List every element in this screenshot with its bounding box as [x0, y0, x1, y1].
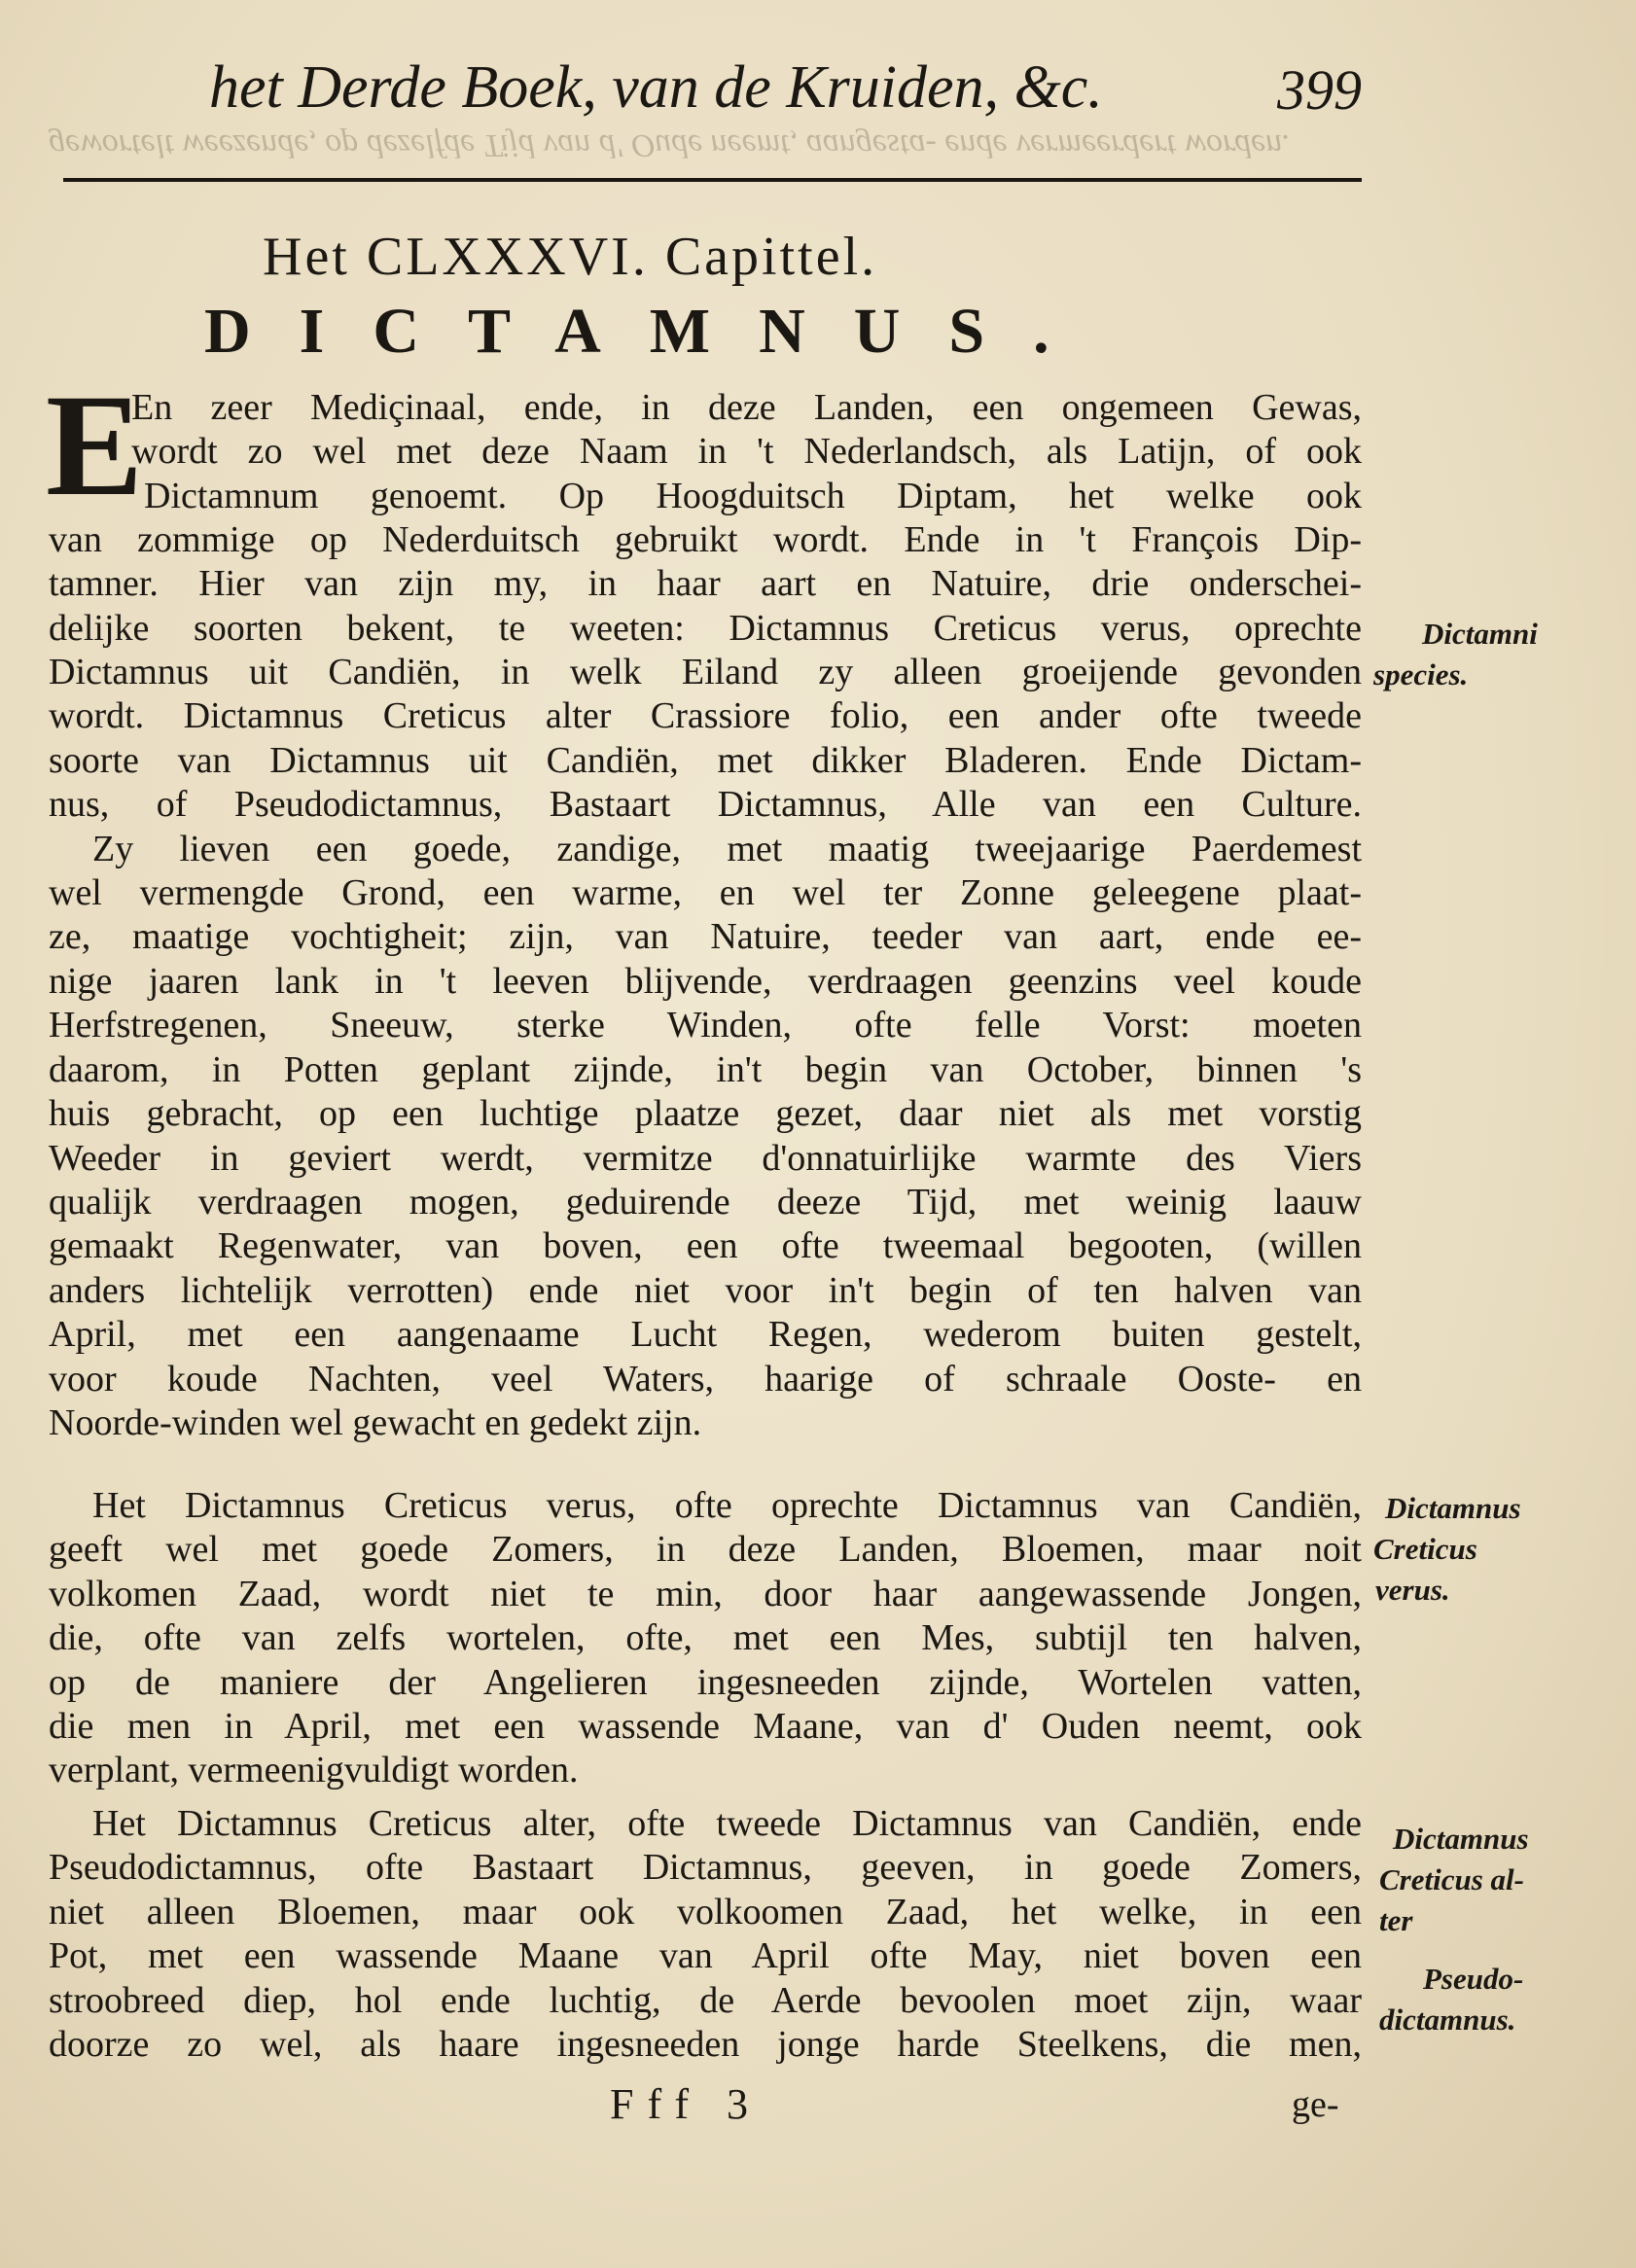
text-line: Het Dictamnus Creticus verus, ofte oprechte Dictamnus van Candiën, [92, 1485, 1362, 1526]
margin-note: ter [1379, 1903, 1413, 1937]
text-line: qualijk verdraagen mogen, geduirende deeze Tijd, met weinig laauw [49, 1182, 1362, 1223]
catchword: ge- [1292, 2084, 1339, 2125]
text-line: Zy lieven een goede, zandige, met maatig tweejaarige Paerdemest [92, 829, 1362, 869]
text-line: voor koude Nachten, veel Waters, haarige of schraale Ooste- en [49, 1359, 1362, 1400]
header-rule [63, 178, 1362, 182]
text-line: op de maniere der Angelieren ingesneeden zijnde, Wortelen vatten, [49, 1662, 1362, 1703]
margin-note: Creticus [1373, 1532, 1477, 1566]
text-line: doorze zo wel, als haare ingesneeden jonge harde Steelkens, die men, [49, 2024, 1362, 2065]
margin-note: Dictamnus [1385, 1491, 1521, 1525]
running-header [209, 53, 1362, 122]
text-line: nige jaaren lank in 't leeven blijvende, verdraagen geenzins veel koude [49, 961, 1362, 1002]
text-line: gemaakt Regenwater, van boven, een ofte tweemaal begooten, (willen [49, 1225, 1362, 1266]
drop-cap: E [46, 365, 144, 526]
page-number: 399 [1277, 58, 1362, 122]
text-line: Pot, met een wassende Maane van April ofte May, niet boven een [49, 1935, 1362, 1976]
margin-note: dictamnus. [1379, 2002, 1516, 2037]
text-line: Het Dictamnus Creticus alter, ofte tweede Dictamnus van Candiën, ende [92, 1803, 1362, 1844]
text-line: April, met een aangenaame Lucht Regen, wederom buiten gestelt, [49, 1314, 1362, 1355]
text-line: van zommige op Nederduitsch gebruikt wordt. Ende in 't François Dip- [49, 519, 1362, 560]
running-title: het Derde Boek, van de Kruiden, &c. [209, 54, 1103, 121]
margin-note: Creticus al- [1379, 1862, 1524, 1896]
text-line: stroobreed diep, hol ende luchtig, de Aerde bevoolen moet zijn, waar [49, 1980, 1362, 2021]
chapter-title: DICTAMNUS. [204, 296, 1098, 367]
text-line: wordt. Dictamnus Creticus alter Crassiore folio, een ander ofte tweede [49, 695, 1362, 736]
text-line: geeft wel met goede Zomers, in deze Landen, Bloemen, maar noit [49, 1529, 1362, 1570]
text-line: Noorde-winden wel gewacht en gedekt zijn. [49, 1402, 702, 1443]
text-line: En zeer Mediçinaal, ende, in deze Landen, een ongemeen Gewas, [131, 387, 1362, 428]
text-line: ze, maatige vochtigheit; zijn, van Natuire, teeder van aart, ende ee- [49, 916, 1362, 957]
bleed-through-text: gewortelt weezende, op dezelfde Tijd van d' Oude neemt, aangesta- ende vermeerdert worden. [49, 127, 1291, 163]
text-line: Dictamnum genoemt. Op Hoogduitsch Diptam, het welke ook [144, 476, 1362, 516]
margin-note: species. [1373, 657, 1469, 691]
text-line: daarom, in Potten geplant zijnde, in't begin van October, binnen 's [49, 1049, 1362, 1090]
text-line: delijke soorten bekent, te weeten: Dictamnus Creticus verus, oprechte [49, 608, 1362, 649]
text-line: Herfstregenen, Sneeuw, sterke Winden, ofte felle Vorst: moeten [49, 1005, 1362, 1045]
margin-note: Dictamnus [1393, 1822, 1529, 1856]
text-line: Dictamnus uit Candiën, in welk Eiland zy alleen groeijende gevonden [49, 652, 1362, 692]
margin-note: verus. [1375, 1573, 1450, 1607]
text-line: verplant, vermeenigvuldigt worden. [49, 1750, 579, 1790]
margin-note: Dictamni [1422, 617, 1538, 651]
text-line: wel vermengde Grond, een warme, en wel ter Zonne geleegene plaat- [49, 872, 1362, 913]
text-line: die, ofte van zelfs wortelen, ofte, met een Mes, subtijl ten halven, [49, 1617, 1362, 1658]
signature-mark: Fff 3 [610, 2080, 762, 2128]
margin-note: Pseudo- [1423, 1962, 1524, 1996]
text-line: volkomen Zaad, wordt niet te min, door haar aangewassende Jongen, [49, 1574, 1362, 1614]
text-line: wordt zo wel met deze Naam in 't Nederlandsch, als Latijn, of ook [131, 431, 1362, 472]
text-line: tamner. Hier van zijn my, in haar aart en Natuire, drie onderschei- [49, 563, 1362, 604]
text-line: nus, of Pseudodictamnus, Bastaart Dictamnus, Alle van een Culture. [49, 784, 1362, 825]
chapter-heading: Het CLXXXVI. Capittel. [263, 227, 878, 287]
text-line: soorte van Dictamnus uit Candiën, met dikker Bladeren. Ende Dictam- [49, 740, 1362, 781]
text-line: die men in April, met een wassende Maane, van d' Ouden neemt, ook [49, 1706, 1362, 1747]
text-line: anders lichtelijk verrotten) ende niet voor in't begin of ten halven van [49, 1270, 1362, 1311]
text-line: huis gebracht, op een luchtige plaatze gezet, daar niet als met vorstig [49, 1093, 1362, 1134]
text-line: Weeder in geviert werdt, vermitze d'onnatuirlijke warmte des Viers [49, 1138, 1362, 1179]
text-line: niet alleen Bloemen, maar ook volkoomen Zaad, het welke, in een [49, 1892, 1362, 1932]
text-line: Pseudodictamnus, ofte Bastaart Dictamnus, geeven, in goede Zomers, [49, 1847, 1362, 1888]
